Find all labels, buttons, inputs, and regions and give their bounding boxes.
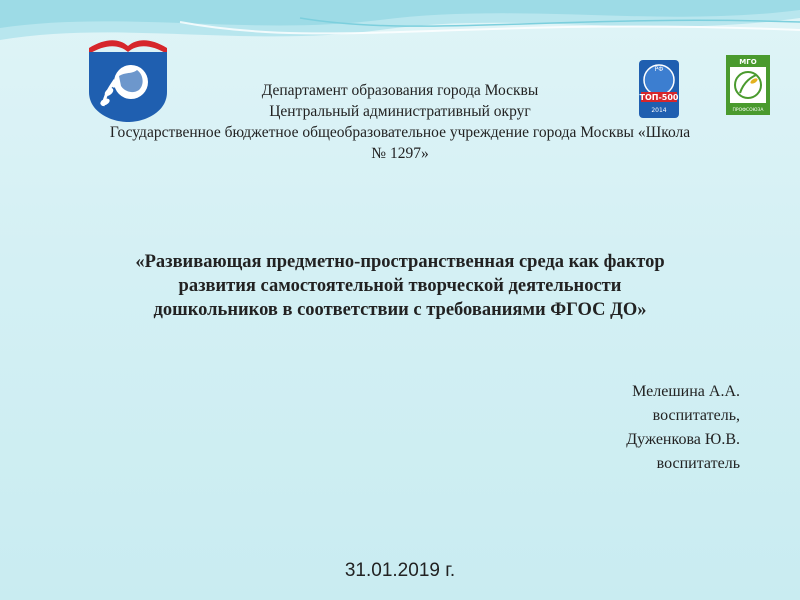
header-school-number: № 1297» xyxy=(371,145,429,162)
title-line: дошкольников в соответствии с требованиями ФГОС ДО» xyxy=(153,300,647,320)
header-district: Центральный административный округ xyxy=(269,103,531,120)
authors-block xyxy=(560,380,740,476)
union-badge-top-text: МГО xyxy=(739,58,757,66)
title-line: «Развивающая предметно-пространственная среда как фактор xyxy=(135,252,665,272)
author-name: Мелешина А.А. xyxy=(632,383,740,400)
organization-header xyxy=(40,80,760,164)
title-line: развития самостоятельной творческой деятельности xyxy=(178,276,622,296)
top500-badge-top-text: РФ xyxy=(654,66,664,73)
union-badge-name: ПРОФСОЮЗА xyxy=(732,108,764,113)
header-school-name: Государственное бюджетное общеобразовательное учреждение города Москвы «Школа xyxy=(109,124,691,141)
top500-badge-text: ТОП-500 xyxy=(639,93,679,102)
author-name: Дуженкова Ю.В. xyxy=(626,431,740,448)
presentation-title xyxy=(60,250,740,322)
presentation-date: 31.01.2019 г. xyxy=(344,560,456,581)
author-position: воспитатель xyxy=(656,455,740,472)
header-department: Департамент образования города Москвы xyxy=(261,82,539,99)
author-position: воспитатель, xyxy=(652,407,740,424)
top500-badge-year: 2014 xyxy=(651,107,667,114)
